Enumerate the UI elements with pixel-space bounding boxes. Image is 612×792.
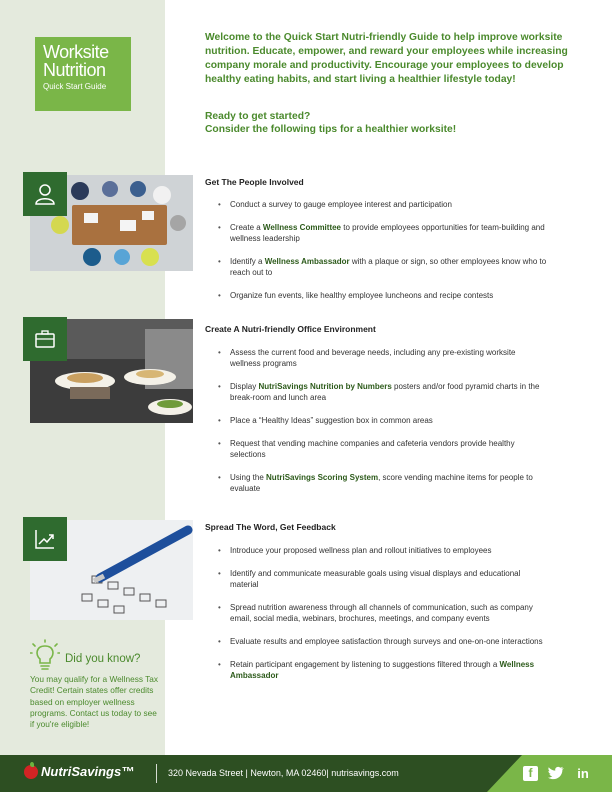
social-links (523, 766, 592, 783)
section-3-icon-box (23, 517, 67, 561)
list-item: • Place a “Healthy Ideas” suggestion box in common areas (218, 415, 548, 426)
section-3-bullets (218, 545, 548, 693)
worksite-nutrition-logo (35, 37, 131, 111)
chart-trend-icon (32, 526, 58, 552)
list-item: • Identify a Wellness Ambassador with a plaque or sign, so other employees know who to reach out to (218, 256, 548, 278)
briefcase-icon (32, 326, 58, 352)
lightbulb-icon (30, 639, 60, 671)
section-2-title: Create A Nutri-friendly Office Environment (205, 324, 376, 334)
footer-address: 320 Nevada Street | Newton, MA 02460| nutrisavings.com (168, 768, 399, 778)
twitter-icon[interactable] (547, 766, 565, 783)
section-3-title: Spread The Word, Get Feedback (205, 522, 336, 532)
ready-heading (205, 110, 590, 136)
list-item: • Conduct a survey to gauge employee interest and participation (218, 199, 548, 210)
section-2-icon-box (23, 317, 67, 361)
linkedin-icon[interactable]: in (577, 766, 589, 781)
list-item: • Spread nutrition awareness through all channels of communication, such as company email, social media, webinars, brochures, meetings, and company events (218, 602, 548, 624)
list-item: • Evaluate results and employee satisfaction through surveys and one-on-one interactions (218, 636, 548, 647)
brand-name: NutriSavings™ (41, 764, 135, 779)
section-1-icon-box (23, 172, 67, 216)
list-item: • Display NutriSavings Nutrition by Numbers posters and/or food pyramid charts in the break-room and lunch area (218, 381, 548, 403)
apple-icon (24, 765, 38, 779)
did-you-know-text: You may qualify for a Wellness Tax Credit! Certain states offer credits based on employer wellness programs. Contact us today to see if you're eligible! (30, 674, 159, 730)
section-2-bullets (218, 347, 548, 506)
list-item: • Organize fun events, like healthy employee luncheons and recipe contests (218, 290, 548, 301)
section-1-title: Get The People Involved (205, 177, 304, 187)
footer-bar (0, 755, 612, 792)
list-item: • Retain participant engagement by listening to suggestions filtered through a Wellness Ambassador (218, 659, 548, 681)
did-you-know-title: Did you know? (65, 653, 141, 665)
list-item: • Identify and communicate measurable goals using visual displays and educational material (218, 568, 548, 590)
logo-subtitle: Quick Start Guide (43, 82, 107, 91)
list-item: • Using the NutriSavings Scoring System, score vending machine items for people to evaluate (218, 472, 548, 494)
ready-line-2: Consider the following tips for a healthier worksite! (205, 124, 457, 135)
section-1-bullets (218, 199, 548, 313)
ready-line-1: Ready to get started? (205, 111, 311, 122)
facebook-icon[interactable]: f (523, 766, 538, 781)
nutrisavings-logo (24, 764, 134, 779)
person-icon (32, 181, 58, 207)
list-item: • Request that vending machine companies and cafeteria vendors provide healthy selections (218, 438, 548, 460)
list-item: • Assess the current food and beverage needs, including any pre-existing worksite wellness programs (218, 347, 548, 369)
intro-paragraph: Welcome to the Quick Start Nutri-friendly Guide to help improve worksite nutrition. Educate, empower, and reward your employees while increasing company morale and productivity. Encourage your employees to develop healthy eating habits, and start living a healthier lifestyle today! (205, 32, 568, 85)
footer-divider (156, 764, 157, 783)
list-item: • Create a Wellness Committee to provide employees opportunities for team-building and wellness leadership (218, 222, 548, 244)
logo-line-2: Nutrition (43, 60, 106, 80)
list-item: • Introduce your proposed wellness plan and rollout initiatives to employees (218, 545, 548, 556)
logo-line-1: Worksite (43, 42, 109, 62)
